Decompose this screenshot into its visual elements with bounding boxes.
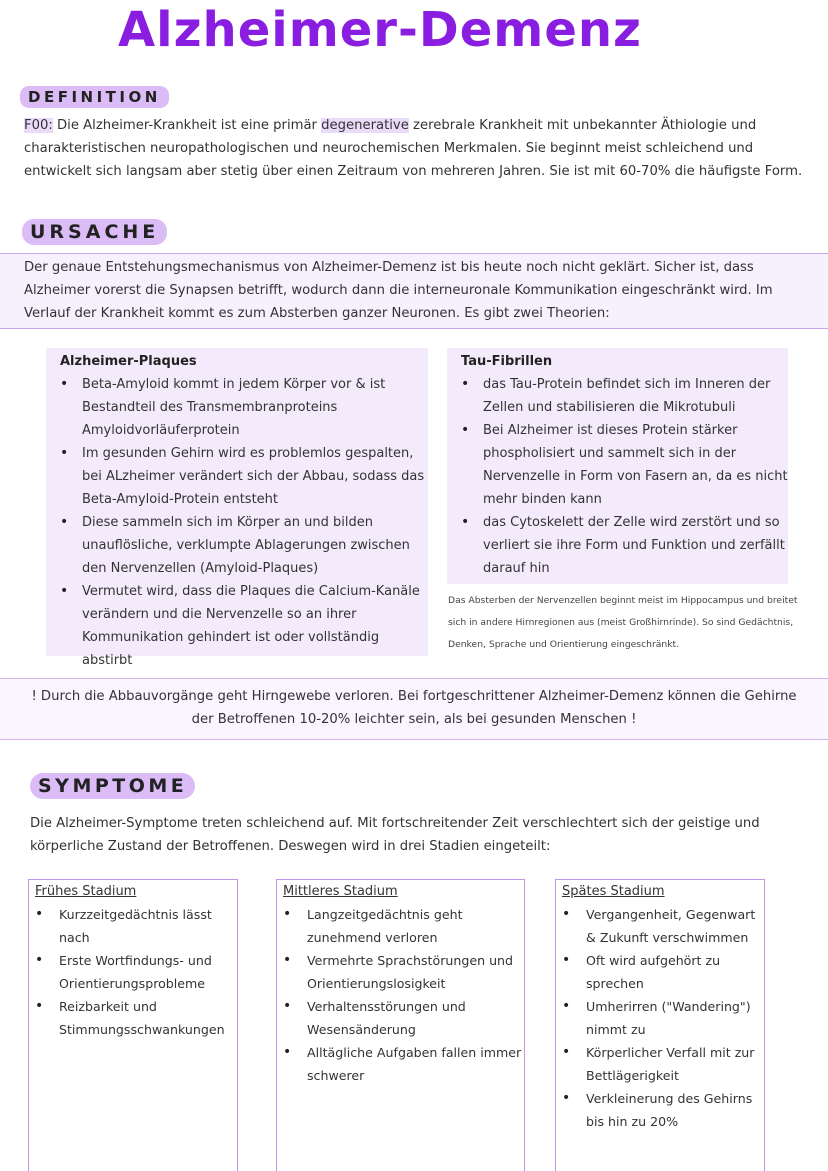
icd-code: F00: bbox=[24, 118, 53, 133]
list-item: • Langzeitgedächtnis geht zunehmend verloren bbox=[277, 903, 524, 949]
list-item: • Diese sammeln sich im Körper an und bilden unauflösliche, verklumpte Ablagerungen zwischen den Nervenzellen (Amyloid-Plaques) bbox=[46, 511, 428, 580]
plaques-title: Alzheimer-Plaques bbox=[60, 354, 197, 369]
stage-early bbox=[28, 879, 238, 1171]
list-item: • Erste Wortfindungs- und Orientierungsprobleme bbox=[29, 949, 237, 995]
alert-box: ! Durch die Abbauvorgänge geht Hirngewebe verloren. Bei fortgeschrittener Alzheimer-Demenz können die Gehirne der Betroffenen 10-20% leichter sein, als bei gesunden Menschen ! bbox=[0, 678, 828, 740]
ursache-text: Der genaue Entstehungsmechanismus von Alzheimer-Demenz ist bis heute noch nicht geklärt. Sicher ist, dass Alzheimer vorerst die Synapsen betrifft, wodurch dann die interneuronale Kommunikation eingeschränkt wird. Im Verlauf der Krankheit kommt es zum Absterben ganzer Neuronen. Es gibt zwei Theorien: bbox=[24, 260, 773, 321]
fibrillen-title: Tau-Fibrillen bbox=[461, 354, 553, 369]
stage-middle bbox=[276, 879, 525, 1171]
list-item: • Oft wird aufgehört zu sprechen bbox=[556, 949, 764, 995]
stage-late bbox=[555, 879, 765, 1171]
list-item: • Reizbarkeit und Stimmungsschwankungen bbox=[29, 995, 237, 1041]
list-item: • Körperlicher Verfall mit zur Bettlägerigkeit bbox=[556, 1041, 764, 1087]
list-item: • Verkleinerung des Gehirns bis hin zu 20% bbox=[556, 1087, 764, 1133]
list-item: • Alltägliche Aufgaben fallen immer schwerer bbox=[277, 1041, 524, 1087]
plaques-panel bbox=[46, 348, 428, 668]
plaques-list bbox=[46, 373, 428, 672]
symptome-heading: SYMPTOME bbox=[30, 773, 195, 799]
stage-title: Spätes Stadium bbox=[562, 884, 665, 899]
list-item: • das Cytoskelett der Zelle wird zerstört und so verliert sie ihre Form und Funktion und zerfällt darauf hin bbox=[447, 511, 788, 580]
page-title: Alzheimer-Demenz bbox=[118, 2, 642, 58]
list-item: • das Tau-Protein befindet sich im Inneren der Zellen und stabilisieren die Mikrotubuli bbox=[447, 373, 788, 419]
list-item: • Umherirren ("Wandering") nimmt zu bbox=[556, 995, 764, 1041]
stage-title: Frühes Stadium bbox=[35, 884, 137, 899]
ursache-heading: URSACHE bbox=[22, 219, 167, 245]
list-item: • Vermehrte Sprachstörungen und Orientierungslosigkeit bbox=[277, 949, 524, 995]
highlight-term: degenerative bbox=[321, 118, 409, 133]
list-item: • Bei Alzheimer ist dieses Protein stärker phospholisiert und sammelt sich in der Nervenzelle in Form von Fasern an, da es nicht mehr binden kann bbox=[447, 419, 788, 511]
list-item: • Im gesunden Gehirn wird es problemlos gespalten, bei ALzheimer verändert sich der Abbau, sodass das Beta-Amyloid-Protein entsteht bbox=[46, 442, 428, 511]
fibrillen-panel bbox=[447, 348, 788, 584]
definition-text: F00: Die Alzheimer-Krankheit ist eine primär degenerative zerebrale Krankheit mit unbekannter Äthiologie und charakteristischen neuropathologischen und neurochemischen Merkmalen. Sie beginnt meist schleichend und entwickelt sich langsam aber stetig über einen Zeitraum von mehreren Jahren. Sie ist mit 60-70% die häufigste Form. bbox=[24, 118, 803, 179]
list-item: • Vergangenheit, Gegenwart & Zukunft verschwimmen bbox=[556, 903, 764, 949]
list-item: • Verhaltensstörungen und Wesensänderung bbox=[277, 995, 524, 1041]
definition-heading: DEFINITION bbox=[20, 86, 169, 108]
hippocampus-note: Das Absterben der Nervenzellen beginnt meist im Hippocampus und breitet sich in andere Hirnregionen aus (meist Großhirnrinde). So sind Gedächtnis, Denken, Sprache und Orientierung eingeschränkt. bbox=[448, 595, 798, 650]
list-item: • Beta-Amyloid kommt in jedem Körper vor & ist Bestandteil des Transmembranproteins Amyloidvorläuferprotein bbox=[46, 373, 428, 442]
list-item: • Vermutet wird, dass die Plaques die Calcium-Kanäle verändern und die Nervenzelle so an ihrer Kommunikation gehindert ist oder vollständig abstirbt bbox=[46, 580, 428, 672]
fibrillen-list bbox=[447, 373, 788, 580]
stage-title: Mittleres Stadium bbox=[283, 884, 398, 899]
list-item: • Kurzzeitgedächtnis lässt nach bbox=[29, 903, 237, 949]
symptome-text: Die Alzheimer-Symptome treten schleichend auf. Mit fortschreitender Zeit verschlechtert sich der geistige und körperliche Zustand der Betroffenen. Deswegen wird in drei Stadien eingeteilt: bbox=[30, 816, 760, 854]
